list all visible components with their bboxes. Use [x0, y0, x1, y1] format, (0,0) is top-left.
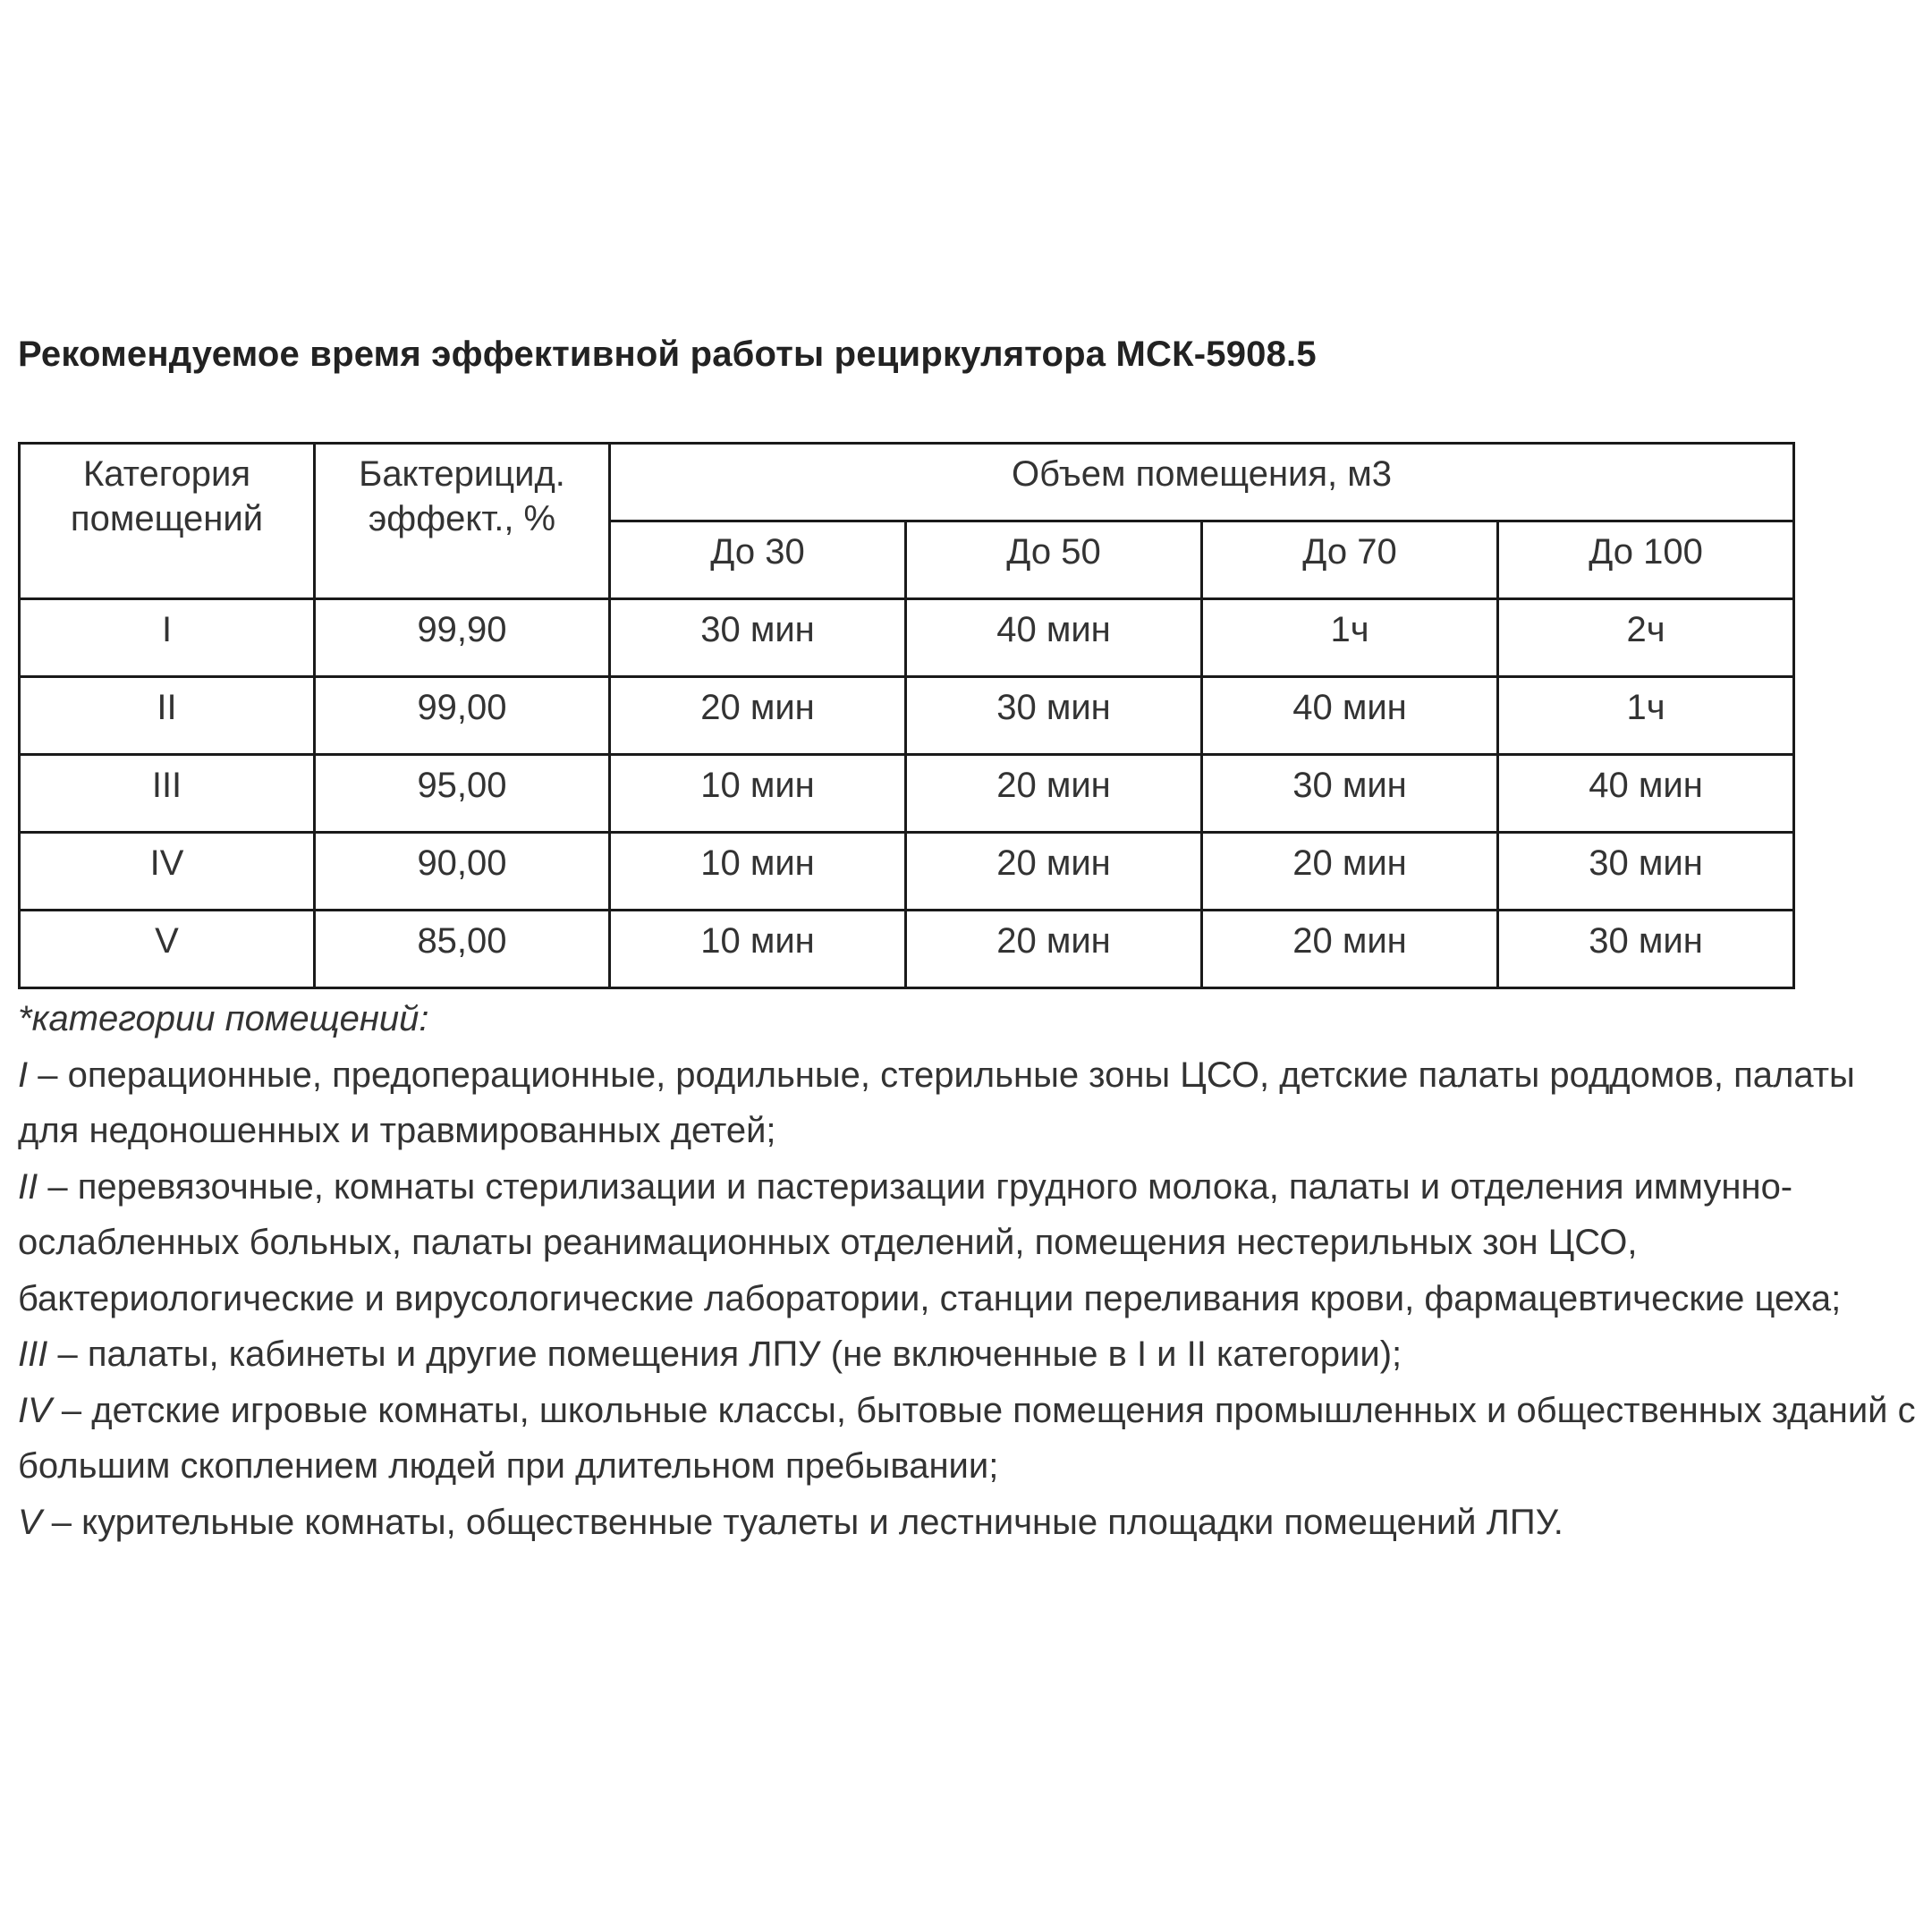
note-text: – курительные комнаты, общественные туалеты и лестничные площадки помещений ЛПУ. — [41, 1502, 1563, 1542]
note-text: – операционные, предоперационные, родильные, стерильные зоны ЦСО, детские палаты роддомов, палаты для недоношенных и травмированных детей; — [18, 1055, 1855, 1150]
table-row — [20, 677, 1794, 755]
recirculator-time-table — [18, 442, 1795, 989]
cell-effect: 99,00 — [315, 677, 610, 755]
header-volume-70: До 70 — [1202, 521, 1498, 599]
note-category-2 — [18, 1159, 1923, 1327]
header-volume-30: До 30 — [610, 521, 906, 599]
note-code: II — [18, 1166, 38, 1207]
note-code: IV — [18, 1390, 52, 1430]
note-code: III — [18, 1335, 48, 1374]
cell-time: 20 мин — [906, 833, 1202, 911]
cell-time: 20 мин — [610, 677, 906, 755]
table-row — [20, 833, 1794, 911]
note-code: I — [18, 1055, 29, 1095]
table-row — [20, 911, 1794, 988]
cell-time: 30 мин — [1498, 833, 1794, 911]
cell-time: 40 мин — [1498, 755, 1794, 833]
note-code: V — [18, 1502, 42, 1542]
cell-effect: 85,00 — [315, 911, 610, 988]
cell-time: 1ч — [1202, 599, 1498, 677]
cell-time: 20 мин — [906, 755, 1202, 833]
header-category: Категория помещений — [20, 444, 315, 599]
page-title: Рекомендуемое время эффективной работы рециркулятора МСК-5908.5 — [18, 335, 1317, 374]
cell-time: 20 мин — [906, 911, 1202, 988]
cell-time: 40 мин — [1202, 677, 1498, 755]
notes-heading: *категории помещений: — [18, 999, 429, 1038]
cell-category: V — [20, 911, 315, 988]
cell-time: 30 мин — [1498, 911, 1794, 988]
header-bactericidal-effect: Бактерицид. эффект., % — [315, 444, 610, 599]
note-category-3 — [18, 1326, 1923, 1383]
cell-category: II — [20, 677, 315, 755]
cell-effect: 95,00 — [315, 755, 610, 833]
cell-time: 2ч — [1498, 599, 1794, 677]
table-header-row — [20, 444, 1794, 521]
table-row — [20, 755, 1794, 833]
header-volume-100: До 100 — [1498, 521, 1794, 599]
cell-effect: 90,00 — [315, 833, 610, 911]
note-category-1 — [18, 1047, 1923, 1159]
cell-time: 30 мин — [610, 599, 906, 677]
cell-effect: 99,90 — [315, 599, 610, 677]
table-row — [20, 599, 1794, 677]
cell-time: 40 мин — [906, 599, 1202, 677]
cell-category: IV — [20, 833, 315, 911]
cell-time: 10 мин — [610, 911, 906, 988]
note-text: – детские игровые комнаты, школьные классы, бытовые помещения промышленных и общественных зданий с большим скоплением людей при длительном пребывании; — [18, 1390, 1916, 1486]
header-volume-50: До 50 — [906, 521, 1202, 599]
cell-time: 20 мин — [1202, 911, 1498, 988]
cell-time: 30 мин — [906, 677, 1202, 755]
header-room-volume: Объем помещения, м3 — [610, 444, 1794, 521]
note-category-5 — [18, 1495, 1923, 1551]
cell-time: 30 мин — [1202, 755, 1498, 833]
note-text: – перевязочные, комнаты стерилизации и пастеризации грудного молока, палаты и отделения иммунно-ослабленных больных, палаты реанимационных отделений, помещения нестерильных зон ЦСО, бактериологические и вирусологические лаборатории, станции переливания крови, фармацевтические цеха; — [18, 1166, 1842, 1318]
cell-category: I — [20, 599, 315, 677]
cell-time: 1ч — [1498, 677, 1794, 755]
cell-category: III — [20, 755, 315, 833]
cell-time: 10 мин — [610, 755, 906, 833]
note-text: – палаты, кабинеты и другие помещения ЛПУ (не включенные в I и II категории); — [47, 1335, 1402, 1374]
note-category-4 — [18, 1383, 1923, 1495]
cell-time: 20 мин — [1202, 833, 1498, 911]
category-notes — [18, 991, 1923, 1550]
cell-time: 10 мин — [610, 833, 906, 911]
